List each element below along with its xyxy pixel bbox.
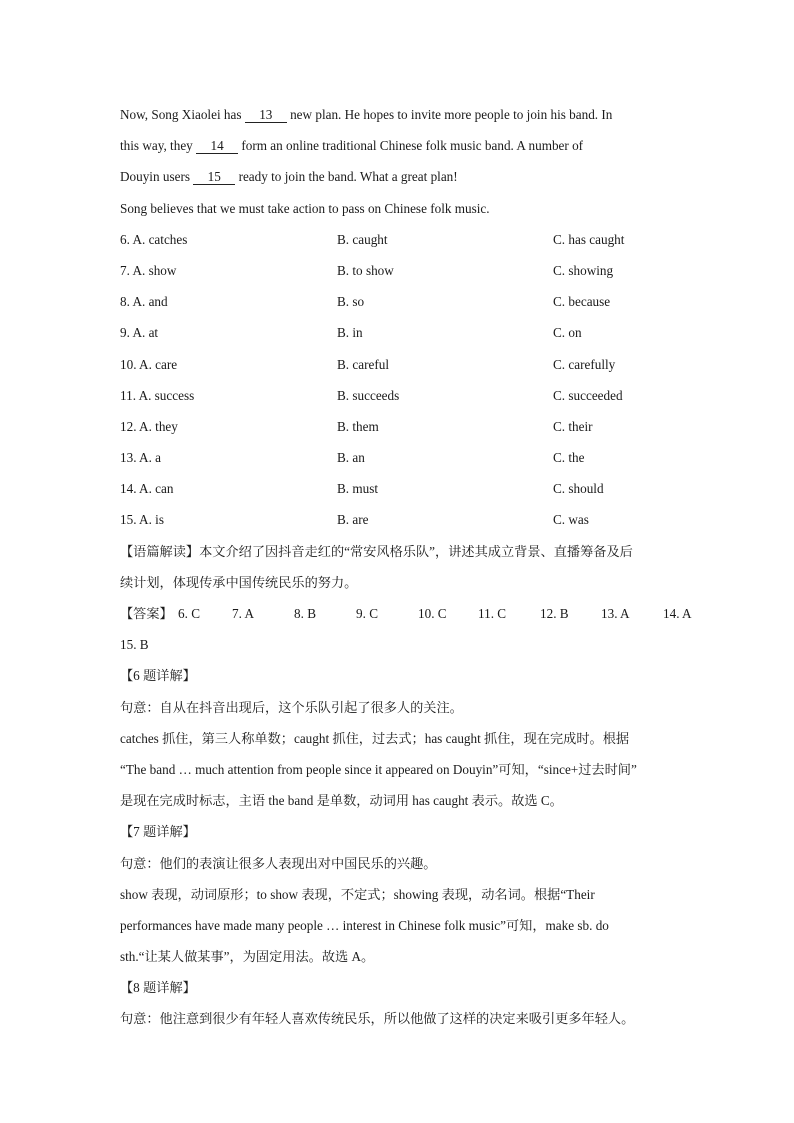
answer-item: 10. C <box>418 606 447 621</box>
q6-line-4: 是现在完成时标志，主语 the band 是单数，动词用 has caught 表示。故选 C。 <box>120 793 563 809</box>
option-row <box>120 349 680 380</box>
reading-analysis-text: 本文介绍了因抖音走红的“常安风格乐队”，讲述其成立背景、直播筹备及后 <box>199 543 633 559</box>
option-b: B. them <box>337 418 379 434</box>
option-b: B. so <box>337 294 365 310</box>
option-b: B. in <box>337 325 363 341</box>
q6-line-1: 句意：自从在抖音出现后，这个乐队引起了很多人的关注。 <box>120 699 463 715</box>
option-a: 12. A. they <box>120 418 178 434</box>
answer-item: 11. C <box>478 606 507 621</box>
option-row <box>120 255 680 286</box>
option-b: B. caught <box>337 231 388 247</box>
answer-item: 12. B <box>540 606 569 621</box>
answer-item: 8. B <box>294 606 316 621</box>
q7-line-2: show 表现，动词原形；to show 表现，不定式；showing 表现，动名词。根据“Their <box>120 886 595 902</box>
passage-text: Now, Song Xiaolei has <box>120 107 245 122</box>
answer-key-label: 【答案】 <box>120 606 173 621</box>
option-c: C. carefully <box>553 356 616 372</box>
option-c: C. has caught <box>553 231 625 247</box>
option-c: C. on <box>553 325 582 341</box>
passage-line-2 <box>120 130 680 161</box>
option-a: 7. A. show <box>120 262 177 278</box>
option-b: B. must <box>337 481 379 497</box>
answer-key-line-2: 15. B <box>120 637 149 653</box>
option-c: C. showing <box>553 262 614 278</box>
option-row <box>120 286 680 317</box>
option-a: 9. A. at <box>120 325 159 341</box>
option-a: 8. A. and <box>120 294 168 310</box>
passage-text: this way, they <box>120 138 197 154</box>
option-a: 14. A. can <box>120 481 174 497</box>
option-row <box>120 224 680 255</box>
option-c: C. their <box>553 418 593 434</box>
option-b: B. succeeds <box>337 387 400 403</box>
option-a: 10. A. care <box>120 356 178 372</box>
option-c: C. was <box>553 512 589 528</box>
passage-line-4: Song believes that we must take action to pass on Chinese folk music. <box>120 200 490 216</box>
answer-item: 7. A <box>232 606 254 621</box>
passage-line-1 <box>120 99 680 130</box>
option-c: C. should <box>553 481 604 497</box>
passage-text: new plan. He hopes to invite more people to join his band. In <box>286 107 613 122</box>
option-row <box>120 442 680 473</box>
answer-item: 6. C <box>178 606 200 621</box>
q6-heading: 【6 题详解】 <box>120 668 196 684</box>
option-a: 15. A. is <box>120 512 164 528</box>
answer-key-line <box>120 598 692 629</box>
answer-item: 9. C <box>356 606 378 621</box>
option-row <box>120 504 680 535</box>
q7-line-1: 句意：他们的表演让很多人表现出对中国民乐的兴趣。 <box>120 855 437 871</box>
passage-text: ready to join the band. What a great plan! <box>235 169 458 185</box>
q6-line-2: catches 抓住，第三人称单数；caught 抓住，过去式；has caught 抓住，现在完成时。根据 <box>120 730 630 746</box>
option-a: 11. A. success <box>120 387 195 403</box>
option-a: 6. A. catches <box>120 231 188 247</box>
q8-line-1: 句意：他注意到很少有年轻人喜欢传统民乐，所以他做了这样的决定来吸引更多年轻人。 <box>120 1011 635 1027</box>
option-row <box>120 473 680 504</box>
q7-line-3: performances have made many people … interest in Chinese folk music”可知，make sb. do <box>120 917 609 933</box>
answer-item: 13. A <box>601 606 630 621</box>
q8-heading: 【8 题详解】 <box>120 980 196 996</box>
blank-14: 14 <box>196 139 238 154</box>
blank-13: 13 <box>245 108 287 123</box>
reading-analysis-line-2: 续计划，体现传承中国传统民乐的努力。 <box>120 574 358 590</box>
document-page <box>120 99 692 1035</box>
option-c: C. the <box>553 450 585 466</box>
answer-item: 14. A <box>663 606 692 621</box>
option-row <box>120 411 680 442</box>
option-c: C. succeeded <box>553 387 623 403</box>
option-b: B. an <box>337 450 365 466</box>
option-a: 13. A. a <box>120 450 162 466</box>
reading-analysis-label: 【语篇解读】 <box>120 543 200 559</box>
reading-analysis-line-1 <box>120 536 680 567</box>
passage-text: Douyin users <box>120 169 194 185</box>
option-b: B. to show <box>337 262 394 278</box>
q7-heading: 【7 题详解】 <box>120 824 196 840</box>
option-row <box>120 380 680 411</box>
option-row <box>120 317 680 348</box>
q6-line-3: “The band … much attention from people since it appeared on Douyin”可知，“since+过去时间” <box>120 761 637 777</box>
passage-text: form an online traditional Chinese folk music band. A number of <box>238 138 584 154</box>
option-c: C. because <box>553 294 611 310</box>
blank-15: 15 <box>193 170 235 185</box>
q7-line-4: sth.“让某人做某事”，为固定用法。故选 A。 <box>120 949 375 965</box>
passage-line-3 <box>120 161 680 192</box>
option-b: B. are <box>337 512 369 528</box>
option-b: B. careful <box>337 356 389 372</box>
